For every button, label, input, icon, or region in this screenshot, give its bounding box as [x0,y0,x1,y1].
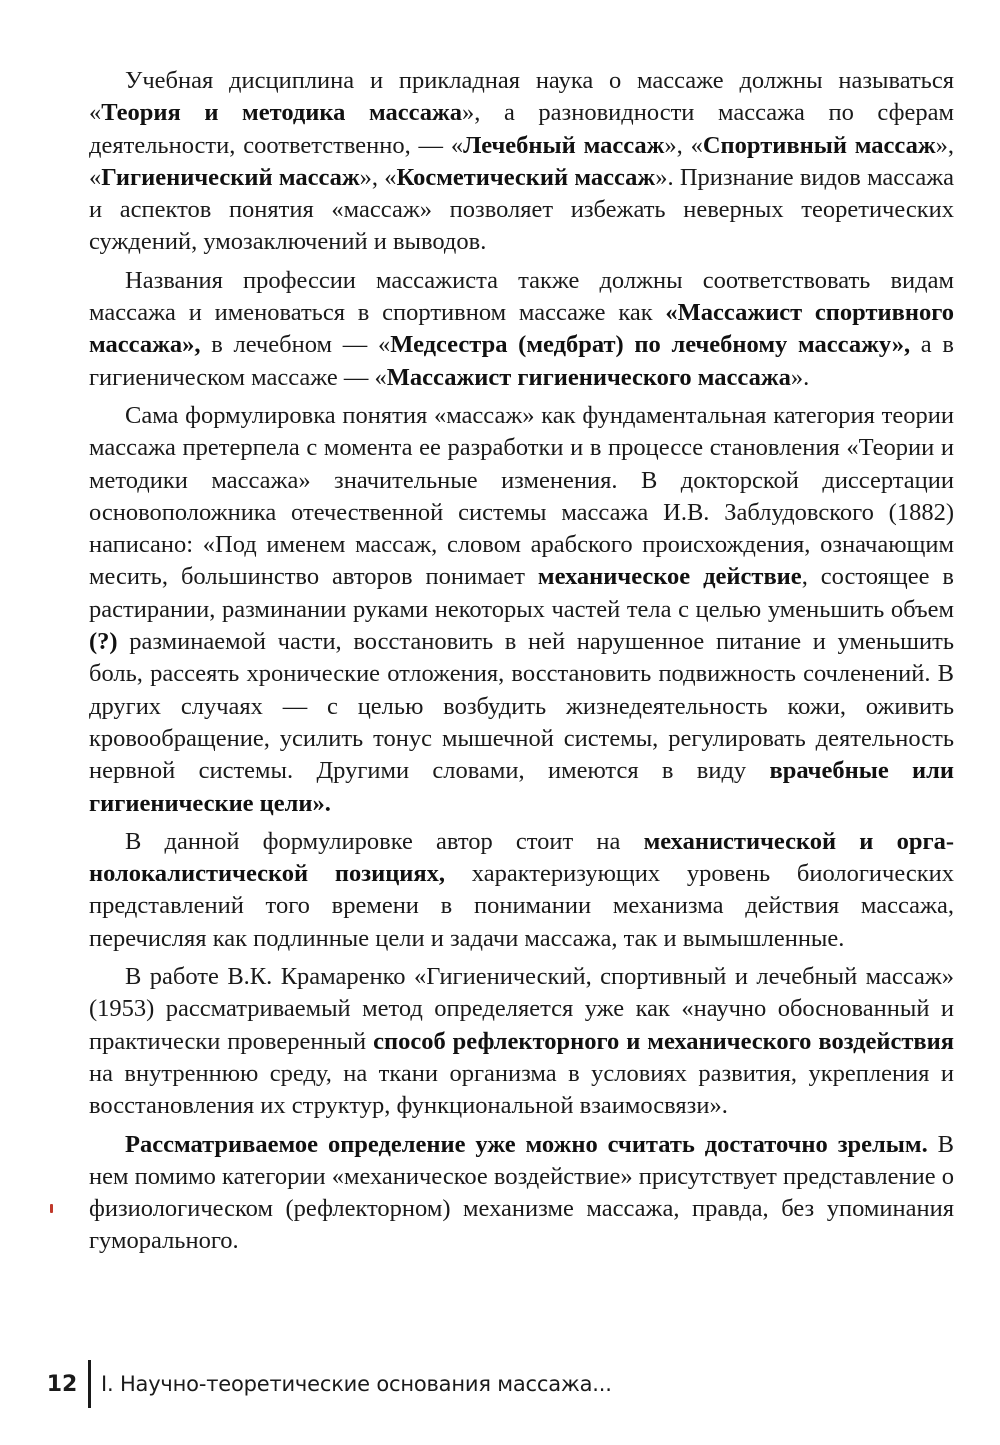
paragraph-2 [89,265,954,394]
bold-term: Теория и методика массажа [101,99,463,127]
paragraph-5 [89,961,954,1122]
bold-term: способ рефлекторного и механического воздействия [373,1027,954,1055]
bold-term: механистической и органолокалистической позициях, [89,827,954,888]
text-run: Учебная дисциплина и прикладная наука о массаже должны называться « [89,67,954,127]
text-run: Сама формулировка понятия «массаж» как фундаментальная категория теории массажа претерпела с момента ее разработки и в процессе становления «Теории и методики массажа» значительные изменения. В докторской диссертации основоположника отечественной системы массажа И.В. Заблудовского (1882) написано: «Под именем массаж, словом арабского происхождения, означающим месить, большинство авторов понимает [89,401,954,591]
text-run: ». [790,363,810,391]
text-run: », « [89,131,954,191]
bold-term: Рассматриваемое определение уже можно считать достаточно зрелым. [125,1130,928,1158]
paragraph-3 [89,400,954,820]
margin-mark [50,1204,53,1213]
text-run: ». Признание видов массажа и аспектов понятия «массаж» позволяет избежать неверных теоретических суждений, умозаключений и выводов. [89,163,955,256]
text-run: разминаемой части, восстановить в ней нарушенное питание и уменьшить боль, рассеять хронические отложения, восстановить подвижность сочленений. В других случаях — с целью возбудить жизнедеятельность кожи, оживить кровообращение, усилить тонус мышечной системы, регулировать деятельность нервной системы. Другими словами, имеются в виду [89,628,954,785]
bold-term: «Массажист спортивного массажа», [89,299,954,359]
text-run: », « [664,131,703,159]
text-run: В нем помимо категории «механическое воздействие» присутствует представление о физиологическом (рефлекторном) механизме массажа, правда, без упоминания гуморального. [89,1130,954,1255]
text-run: на внутреннюю среду, на ткани организма в условиях развития, укрепления и восстановления их структур, функциональной взаимосвязи». [89,1059,954,1120]
bold-term: врачебные или гигиенические цели». [89,757,954,817]
text-run: а в гигиеническом массаже — « [89,331,954,391]
bold-term: Массажист гигиенического массажа [386,363,791,391]
bold-term: механическое действие [537,563,802,591]
text-run: в лечебном — « [200,331,391,359]
bold-term: Лечебный массаж [463,131,665,159]
text-run: В данной формулировке автор стоит на [125,827,644,855]
text-run: Названия профессии массажиста также должны соответствовать видам массажа и именоваться в спортивном массаже как [89,266,954,327]
footer-divider [88,1360,91,1408]
page-footer [40,1360,612,1408]
bold-term: (?) [89,628,118,656]
paragraph-1 [89,65,954,259]
body-text [89,65,954,1264]
text-run: В работе В.К. Крамаренко «Гигиенический, спортивный и лечебный массаж» (1953) рассматриваемый метод определяется уже как «научно обоснованный и практически проверенный [89,963,954,1055]
bold-term: Гигиенический массаж [101,163,360,191]
bold-term: Медсестра (медбрат) по лечебному массажу», [390,331,911,359]
paragraph-6 [89,1129,954,1258]
page-number: 12 [46,1371,78,1397]
bold-term: Спортивный массаж [702,131,936,159]
text-run: », а разновидности массажа по сферам деятельности, соответственно, — « [89,99,954,159]
text-run: », « [359,163,397,191]
bold-term: Косметический массаж [396,163,656,191]
running-title: I. Научно-теоретические основания массажа... [101,1372,612,1396]
text-run: характеризующих уровень биологических представлений того времени в понимании механизма действия массажа, перечисляя как подлинные цели и задачи массажа, так и вымышленные. [89,860,954,952]
paragraph-4 [89,826,954,955]
text-run: , состоящее в растирании, разминании руками некоторых частей тела с целью уменьшить объем [89,563,954,623]
